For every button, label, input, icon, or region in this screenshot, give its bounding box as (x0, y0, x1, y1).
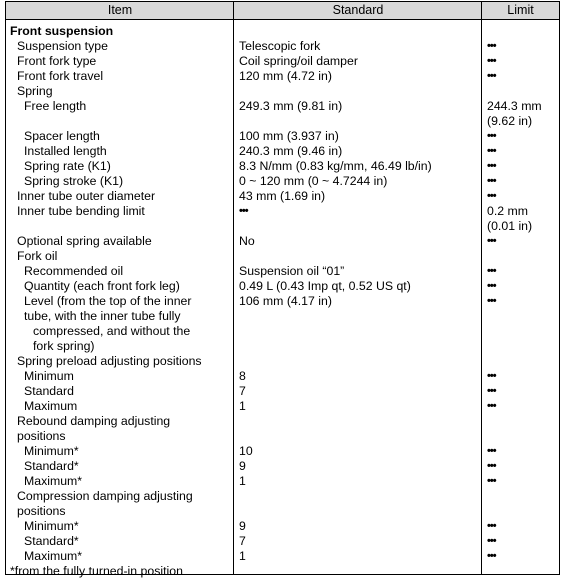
limit-cell: ••• (487, 265, 496, 277)
table-row (6, 564, 559, 579)
limit-cell: ••• (487, 235, 496, 247)
limit-cell: ••• (487, 475, 496, 487)
limit-cell: ••• (487, 295, 496, 307)
standard-cell: Coil spring/oil damper (239, 54, 358, 68)
standard-cell: 1 (239, 399, 246, 413)
table-row (6, 219, 559, 234)
standard-cell: 106 mm (4.17 in) (239, 294, 332, 308)
table-row (6, 504, 559, 519)
limit-cell: ••• (487, 370, 496, 382)
standard-cell: 8 (239, 369, 246, 383)
limit-cell: 244.3 mm (487, 99, 542, 113)
item-cell: Front fork type (17, 54, 97, 68)
item-cell: Spring rate (K1) (24, 159, 111, 173)
table-row (6, 39, 559, 54)
standard-cell: 240.3 mm (9.46 in) (239, 144, 343, 158)
limit-cell: ••• (487, 190, 496, 202)
standard-cell: 7 (239, 534, 246, 548)
limit-cell: ••• (487, 175, 496, 187)
item-cell: Maximum* (24, 549, 83, 563)
item-cell: Standard* (24, 534, 79, 548)
column-header-limit: Limit (507, 3, 534, 17)
table-row (6, 69, 559, 84)
standard-cell: 9 (239, 459, 246, 473)
table-row (6, 324, 559, 339)
table-row (6, 189, 559, 204)
limit-cell: (9.62 in) (487, 114, 533, 128)
standard-cell: 100 mm (3.937 in) (239, 129, 339, 143)
table-row (6, 399, 559, 414)
standard-cell: 249.3 mm (9.81 in) (239, 99, 343, 113)
item-cell: Fork oil (17, 249, 58, 263)
standard-cell: 0 ~ 120 mm (0 ~ 4.7244 in) (239, 174, 388, 188)
table-row (6, 174, 559, 189)
table-row (6, 264, 559, 279)
limit-cell: ••• (487, 535, 496, 547)
item-cell: Spacer length (24, 129, 100, 143)
item-cell: Optional spring available (17, 234, 152, 248)
table-row (6, 129, 559, 144)
table-row (6, 429, 559, 444)
table-body (6, 24, 559, 579)
standard-cell: 10 (239, 444, 253, 458)
limit-cell: ••• (487, 40, 496, 52)
item-cell: Level (from the top of the inner (24, 294, 192, 308)
standard-cell: 9 (239, 519, 246, 533)
column-header-item: Item (107, 3, 133, 17)
limit-cell: ••• (487, 160, 496, 172)
table-row (6, 144, 559, 159)
item-cell: Minimum (24, 369, 74, 383)
limit-cell: ••• (487, 445, 496, 457)
table-row (6, 339, 559, 354)
table-row (6, 474, 559, 489)
limit-cell: ••• (487, 280, 496, 292)
item-cell: positions (17, 429, 66, 443)
table-row (6, 489, 559, 504)
limit-cell: (0.01 in) (487, 219, 533, 233)
standard-cell: 43 mm (1.69 in) (239, 189, 326, 203)
item-cell: Standard* (24, 459, 79, 473)
table-row (6, 99, 559, 114)
standard-cell: 1 (239, 474, 246, 488)
table-row (6, 204, 559, 219)
item-cell: Spring preload adjusting positions (17, 354, 202, 368)
table-header (6, 2, 559, 20)
standard-cell: 1 (239, 549, 246, 563)
item-cell: Front fork travel (17, 69, 104, 83)
item-cell: Inner tube bending limit (17, 204, 145, 218)
standard-cell: Suspension oil “01” (239, 264, 345, 278)
column-header-standard: Standard (332, 3, 384, 17)
table-row (6, 279, 559, 294)
item-cell: Installed length (24, 144, 107, 158)
item-cell: fork spring) (33, 339, 95, 353)
limit-cell: ••• (487, 70, 496, 82)
limit-cell: ••• (487, 55, 496, 67)
table-row (6, 459, 559, 474)
item-cell: Spring stroke (K1) (24, 174, 124, 188)
table-row (6, 84, 559, 99)
item-cell: Front suspension (10, 24, 114, 38)
standard-cell: No (239, 234, 255, 248)
standard-cell: 7 (239, 384, 246, 398)
item-cell: Maximum* (24, 474, 83, 488)
item-cell: Maximum (24, 399, 78, 413)
table-row (6, 159, 559, 174)
table-row (6, 249, 559, 264)
item-cell: Inner tube outer diameter (17, 189, 156, 203)
item-cell: Minimum* (24, 444, 79, 458)
item-cell: *from the fully turned-in position (10, 564, 183, 578)
table-row (6, 549, 559, 564)
table-row (6, 369, 559, 384)
table-row (6, 444, 559, 459)
item-cell: Compression damping adjusting (17, 489, 193, 503)
limit-cell: ••• (487, 385, 496, 397)
standard-cell: 120 mm (4.72 in) (239, 69, 332, 83)
limit-cell: ••• (487, 460, 496, 472)
item-cell: Free length (24, 99, 87, 113)
standard-cell: Telescopic fork (239, 39, 321, 53)
table-row (6, 54, 559, 69)
table-row (6, 354, 559, 369)
table-row (6, 309, 559, 324)
item-cell: Quantity (each front fork leg) (24, 279, 180, 293)
table-row (6, 114, 559, 129)
limit-cell: 0.2 mm (487, 204, 528, 218)
limit-cell: ••• (487, 130, 496, 142)
table-row (6, 534, 559, 549)
item-cell: positions (17, 504, 66, 518)
limit-cell: ••• (487, 520, 496, 532)
item-cell: Rebound damping adjusting (17, 414, 171, 428)
item-cell: Suspension type (17, 39, 108, 53)
item-cell: Minimum* (24, 519, 79, 533)
limit-cell: ••• (487, 550, 496, 562)
table-row (6, 294, 559, 309)
standard-cell: 0.49 L (0.43 Imp qt, 0.52 US qt) (239, 279, 411, 293)
table-row (6, 384, 559, 399)
item-cell: tube, with the inner tube fully (24, 309, 181, 323)
limit-cell: ••• (487, 400, 496, 412)
table-row (6, 234, 559, 249)
specification-table (5, 1, 560, 578)
item-cell: compressed, and without the (33, 324, 191, 338)
item-cell: Standard (24, 384, 74, 398)
standard-cell: 8.3 N/mm (0.83 kg/mm, 46.49 lb/in) (239, 159, 432, 173)
standard-cell: ••• (239, 205, 248, 217)
table-row (6, 24, 559, 39)
table-row (6, 519, 559, 534)
item-cell: Spring (17, 84, 53, 98)
table-row (6, 414, 559, 429)
limit-cell: ••• (487, 145, 496, 157)
item-cell: Recommended oil (24, 264, 124, 278)
